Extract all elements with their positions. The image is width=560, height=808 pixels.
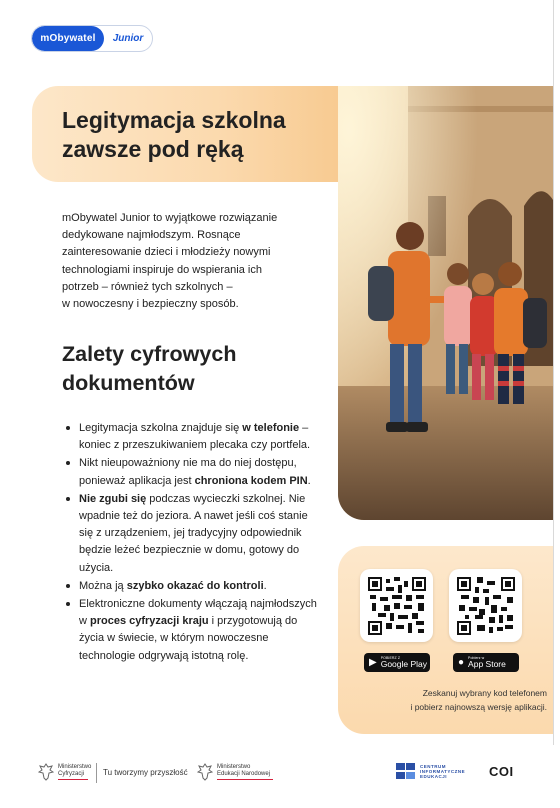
- app-store-label: App Store: [468, 659, 506, 669]
- footer-slogan: Tu tworzymy przyszłość: [103, 768, 188, 777]
- intro-paragraph: mObywatel Junior to wyjątkowe rozwiązanie dedykowane najmłodszym. Rosnące zainteresowanie dzieci i młodzieży nowymi technologiami inspiruje do wspierania ich potrzeb – również tych szkolnych – w nowoczesny i bezpieczny sposób.: [62, 212, 278, 311]
- google-play-small-label: POBIERZ Z: [380, 655, 401, 660]
- page-title: Legitymacja szkolna zawsze pod ręką: [62, 107, 286, 162]
- download-caption: Zeskanuj wybrany kod telefonem i pobierz najnowszą wersję aplikacji.: [410, 688, 547, 712]
- app-store-small-label: Pobierz w: [468, 655, 485, 660]
- mobywatel-junior-logo: [31, 25, 153, 52]
- page-edge-divider: [553, 0, 554, 745]
- google-play-button[interactable]: [364, 653, 430, 672]
- list-item: Można ją szybko okazać do kontroli.: [62, 578, 322, 595]
- app-store-button[interactable]: [453, 653, 519, 672]
- footer-divider: [96, 763, 97, 783]
- list-item: Nikt nieupoważniony nie ma do niej dostępu, ponieważ aplikacja jest chroniona kodem PIN.: [62, 455, 322, 489]
- qr-code-google-play[interactable]: [360, 569, 433, 642]
- google-play-icon: ▶: [369, 656, 377, 668]
- eagle-emblem-icon: [38, 763, 54, 781]
- list-item: Elektroniczne dokumenty włączają najmłodszych w proces cyfryzacji kraju i przygotowują do życia w świecie, w którym nowoczesne technologie odgrywają istotną rolę.: [62, 596, 322, 665]
- cie-logo: CENTRUM INFORMATYCZNE EDUKACJI: [396, 763, 465, 779]
- qr-code-icon: [457, 577, 515, 635]
- footer: [0, 755, 560, 790]
- logo-junior: Junior: [112, 33, 144, 44]
- google-play-label: Google Play: [380, 659, 428, 669]
- logo-mobywatel: mObywatel: [32, 26, 104, 51]
- ministry-digital-logo: Ministerstwo Cyfryzacji: [38, 763, 91, 781]
- cie-logo-icon: [396, 763, 416, 779]
- benefits-list: [62, 420, 322, 666]
- coi-logo: COI: [489, 764, 514, 779]
- list-item: Nie zgubi się podczas wycieczki szkolnej. Nie wpadnie też do jeziora. A nawet jeśli coś stanie się z urządzeniem, jej tradycyjny odpowiednik będzie leżeć bezpiecznie w domu, gotowy do użycia.: [62, 491, 322, 577]
- list-item: Legitymacja szkolna znajduje się w telefonie – koniec z przeszukiwaniem plecaka czy portfela.: [62, 420, 322, 454]
- eagle-emblem-icon: [197, 763, 213, 781]
- benefits-heading: Zalety cyfrowych dokumentów: [62, 342, 237, 395]
- apple-icon: ●: [458, 656, 465, 668]
- qr-code-app-store[interactable]: [449, 569, 522, 642]
- hero-photo: [338, 86, 553, 520]
- qr-code-icon: [368, 577, 426, 635]
- ministry-education-logo: Ministerstwo Edukacji Narodowej: [197, 763, 273, 781]
